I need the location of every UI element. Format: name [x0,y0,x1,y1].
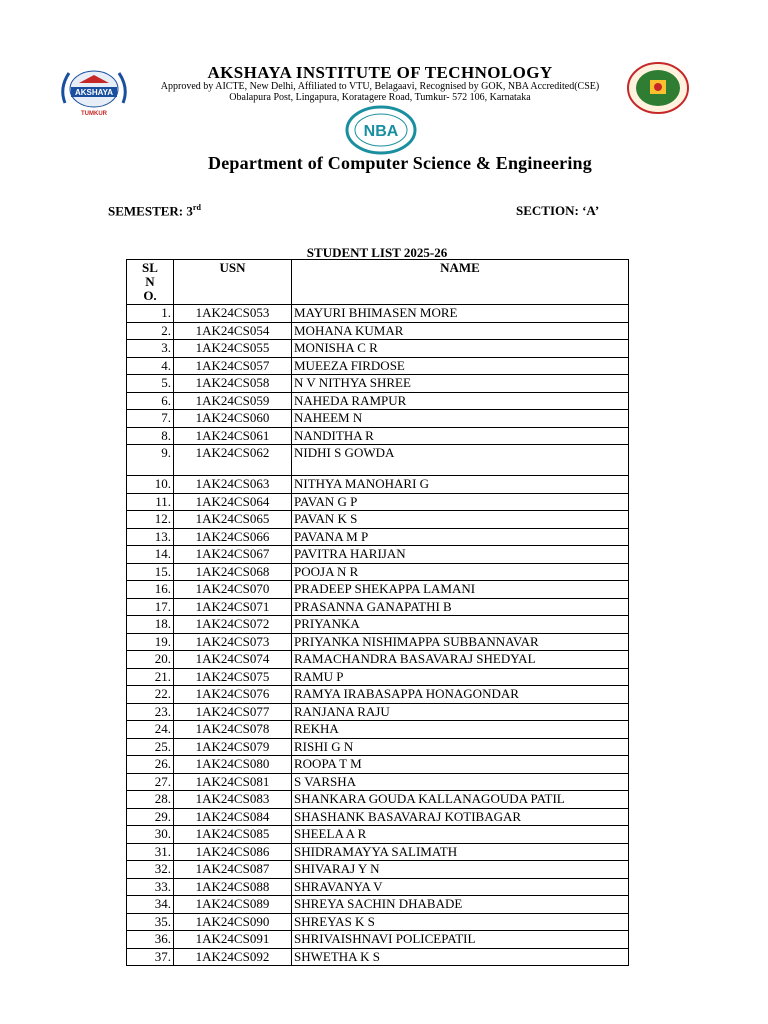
table-row [127,476,629,494]
cell-sl: 19. [127,633,174,651]
cell-sl: 21. [127,668,174,686]
table-row [127,340,629,358]
nba-logo-text: NBA [363,123,399,140]
cell-usn: 1AK24CS081 [174,773,292,791]
table-row [127,392,629,410]
table-row [127,616,629,634]
table-row [127,598,629,616]
cell-sl: 30. [127,826,174,844]
cell-name: MUEEZA FIRDOSE [292,357,629,375]
cell-sl: 6. [127,392,174,410]
cell-sl: 4. [127,357,174,375]
cell-usn: 1AK24CS085 [174,826,292,844]
table-row [127,546,629,564]
cell-sl: 34. [127,896,174,914]
cell-usn: 1AK24CS057 [174,357,292,375]
cell-name: SHIVARAJ Y N [292,861,629,879]
cell-name: POOJA N R [292,563,629,581]
left-logo-text: AKSHAYA [74,88,114,97]
cell-usn: 1AK24CS059 [174,392,292,410]
cell-usn: 1AK24CS055 [174,340,292,358]
cell-name: SHREYAS K S [292,913,629,931]
cell-sl: 27. [127,773,174,791]
cell-sl: 5. [127,375,174,393]
cell-name: PRADEEP SHEKAPPA LAMANI [292,581,629,599]
cell-name: PAVITRA HARIJAN [292,546,629,564]
cell-sl: 10. [127,476,174,494]
table-row [127,843,629,861]
cell-sl: 24. [127,721,174,739]
cell-sl: 9. [127,445,174,476]
cell-name: PRASANNA GANAPATHI B [292,598,629,616]
cell-sl: 15. [127,563,174,581]
akshaya-emblem-icon [57,63,131,119]
cell-sl: 28. [127,791,174,809]
cell-usn: 1AK24CS053 [174,305,292,323]
cell-name: PRIYANKA [292,616,629,634]
cell-usn: 1AK24CS072 [174,616,292,634]
cell-name: RAMYA IRABASAPPA HONAGONDAR [292,686,629,704]
table-row [127,563,629,581]
cell-sl: 17. [127,598,174,616]
cell-usn: 1AK24CS089 [174,896,292,914]
cell-usn: 1AK24CS090 [174,913,292,931]
cell-sl: 22. [127,686,174,704]
table-row [127,528,629,546]
table-row [127,410,629,428]
state-emblem-icon [626,62,690,114]
department-title: Department of Computer Science & Engineering [208,153,592,173]
table-row [127,375,629,393]
header-usn: USN [174,260,292,305]
cell-sl: 26. [127,756,174,774]
cell-sl: 31. [127,843,174,861]
cell-usn: 1AK24CS066 [174,528,292,546]
cell-name: SHREYA SACHIN DHABADE [292,896,629,914]
cell-sl: 8. [127,427,174,445]
cell-sl: 7. [127,410,174,428]
cell-usn: 1AK24CS064 [174,493,292,511]
table-row [127,668,629,686]
institute-approval-line: Approved by AICTE, New Delhi, Affiliated to VTU, Belagaavi, Recognised by GOK, NBA Accredited(CSE) [160,81,600,92]
cell-name: PAVAN K S [292,511,629,529]
cell-usn: 1AK24CS079 [174,738,292,756]
cell-usn: 1AK24CS060 [174,410,292,428]
cell-name: NITHYA MANOHARI G [292,476,629,494]
cell-name: REKHA [292,721,629,739]
left-logo-subtext: TUMKUR [81,111,107,117]
cell-usn: 1AK24CS070 [174,581,292,599]
cell-sl: 23. [127,703,174,721]
cell-sl: 1. [127,305,174,323]
table-row [127,808,629,826]
table-row [127,756,629,774]
cell-name: MONISHA C R [292,340,629,358]
section-label: SECTION: ‘A’ [516,203,600,218]
cell-name: RISHI G N [292,738,629,756]
table-row [127,913,629,931]
cell-usn: 1AK24CS062 [174,445,292,476]
institute-address: Obalapura Post, Lingapura, Koratagere Road, Tumkur- 572 106, Karnataka [229,92,531,103]
cell-name: RAMU P [292,668,629,686]
cell-usn: 1AK24CS054 [174,322,292,340]
cell-name: SHASHANK BASAVARAJ KOTIBAGAR [292,808,629,826]
cell-usn: 1AK24CS068 [174,563,292,581]
semester-label: SEMESTER: 3rd [108,203,201,219]
cell-name: S VARSHA [292,773,629,791]
cell-name: NANDITHA R [292,427,629,445]
table-row [127,896,629,914]
cell-sl: 11. [127,493,174,511]
cell-name: SHIDRAMAYYA SALIMATH [292,843,629,861]
cell-sl: 18. [127,616,174,634]
cell-usn: 1AK24CS071 [174,598,292,616]
cell-usn: 1AK24CS075 [174,668,292,686]
table-row [127,826,629,844]
header-name: NAME [292,260,629,305]
cell-usn: 1AK24CS058 [174,375,292,393]
cell-usn: 1AK24CS083 [174,791,292,809]
cell-usn: 1AK24CS063 [174,476,292,494]
cell-sl: 32. [127,861,174,879]
table-row [127,357,629,375]
cell-usn: 1AK24CS092 [174,948,292,966]
cell-name: SHRAVANYA V [292,878,629,896]
header-sl: SL N O. [127,260,174,305]
cell-usn: 1AK24CS087 [174,861,292,879]
cell-usn: 1AK24CS073 [174,633,292,651]
table-row [127,511,629,529]
cell-sl: 16. [127,581,174,599]
cell-sl: 37. [127,948,174,966]
cell-name: MOHANA KUMAR [292,322,629,340]
table-row [127,493,629,511]
table-row [127,791,629,809]
table-row [127,305,629,323]
institute-name: AKSHAYA INSTITUTE OF TECHNOLOGY [207,63,553,82]
cell-usn: 1AK24CS080 [174,756,292,774]
table-row [127,427,629,445]
cell-name: SHEELA A R [292,826,629,844]
cell-usn: 1AK24CS065 [174,511,292,529]
table-row [127,651,629,669]
table-row [127,322,629,340]
cell-sl: 3. [127,340,174,358]
cell-sl: 29. [127,808,174,826]
cell-sl: 14. [127,546,174,564]
table-row [127,878,629,896]
cell-name: RAMACHANDRA BASAVARAJ SHEDYAL [292,651,629,669]
table-row [127,445,629,476]
cell-usn: 1AK24CS088 [174,878,292,896]
cell-usn: 1AK24CS061 [174,427,292,445]
cell-name: SHRIVAISHNAVI POLICEPATIL [292,931,629,949]
cell-sl: 12. [127,511,174,529]
table-row [127,738,629,756]
table-row [127,721,629,739]
cell-usn: 1AK24CS078 [174,721,292,739]
cell-sl: 13. [127,528,174,546]
table-row [127,633,629,651]
table-header-row [127,260,629,305]
cell-name: PAVANA M P [292,528,629,546]
cell-name: NAHEDA RAMPUR [292,392,629,410]
table-row [127,948,629,966]
table-row [127,686,629,704]
table-row [127,703,629,721]
nba-accreditation-icon [345,105,417,155]
cell-usn: 1AK24CS086 [174,843,292,861]
cell-name: PAVAN G P [292,493,629,511]
cell-sl: 36. [127,931,174,949]
table-row [127,931,629,949]
cell-usn: 1AK24CS067 [174,546,292,564]
cell-usn: 1AK24CS091 [174,931,292,949]
cell-usn: 1AK24CS084 [174,808,292,826]
cell-name: N V NITHYA SHREE [292,375,629,393]
cell-sl: 35. [127,913,174,931]
table-row [127,581,629,599]
cell-usn: 1AK24CS077 [174,703,292,721]
cell-name: RANJANA RAJU [292,703,629,721]
cell-name: SHANKARA GOUDA KALLANAGOUDA PATIL [292,791,629,809]
cell-name: NIDHI S GOWDA [292,445,629,476]
cell-sl: 2. [127,322,174,340]
table-row [127,861,629,879]
cell-sl: 25. [127,738,174,756]
cell-sl: 33. [127,878,174,896]
cell-name: ROOPA T M [292,756,629,774]
cell-sl: 20. [127,651,174,669]
cell-name: PRIYANKA NISHIMAPPA SUBBANNAVAR [292,633,629,651]
student-list-title: STUDENT LIST 2025-26 [306,245,448,260]
cell-name: MAYURI BHIMASEN MORE [292,305,629,323]
cell-usn: 1AK24CS076 [174,686,292,704]
cell-name: NAHEEM N [292,410,629,428]
student-table [126,259,629,966]
cell-usn: 1AK24CS074 [174,651,292,669]
table-row [127,773,629,791]
cell-name: SHWETHA K S [292,948,629,966]
